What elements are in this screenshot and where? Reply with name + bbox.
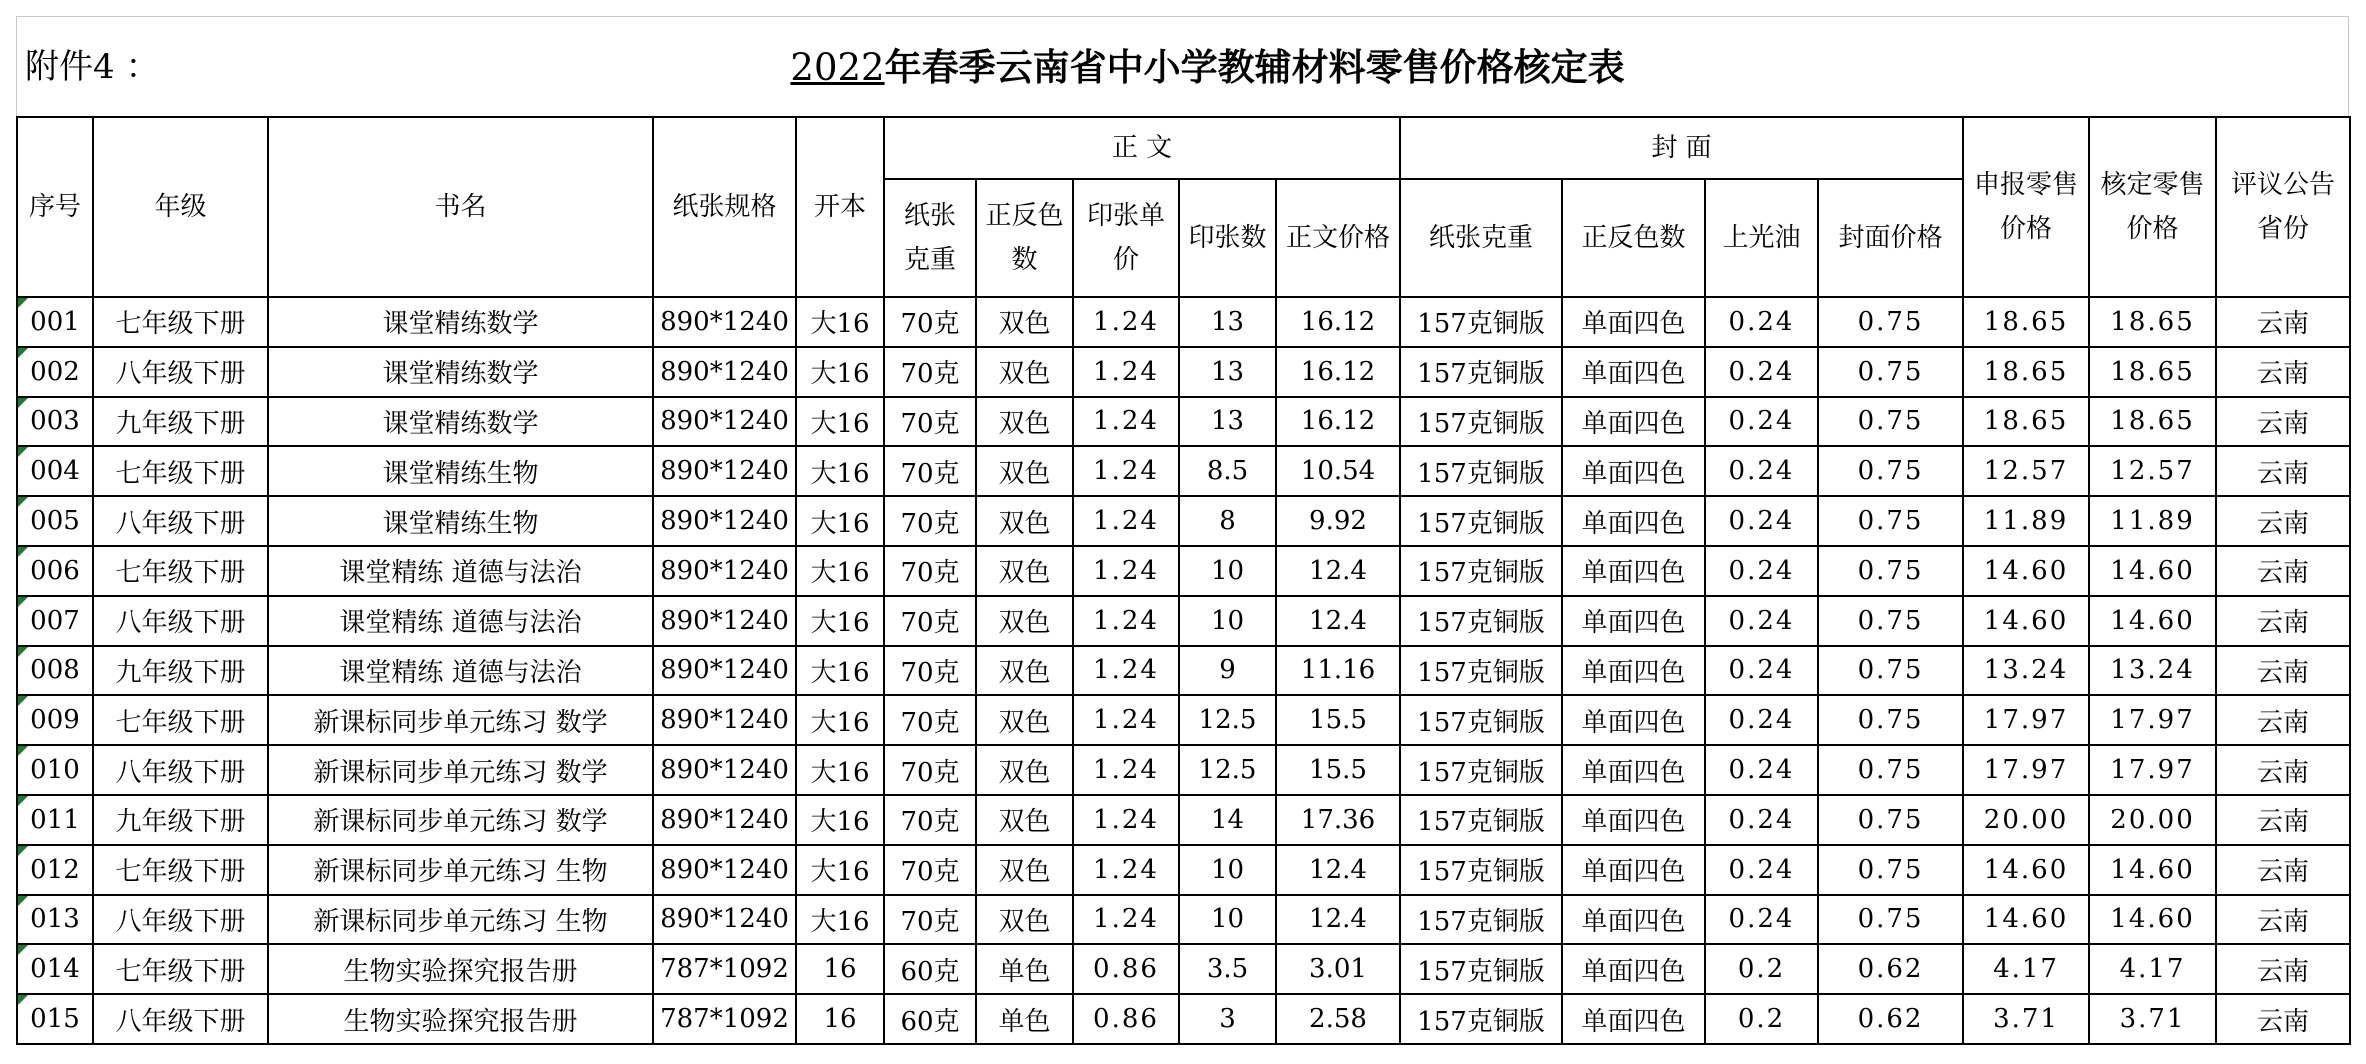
col-cover-colors: 正反色数 bbox=[1562, 179, 1705, 297]
cell-cover-price[interactable]: 0.75 bbox=[1818, 895, 1963, 945]
cell-grade[interactable]: 七年级下册 bbox=[93, 845, 268, 895]
cell-body-colors[interactable]: 双色 bbox=[976, 695, 1073, 745]
col-approved-price: 核定零售价格 bbox=[2089, 117, 2216, 297]
cell-seq[interactable]: 007 bbox=[17, 596, 93, 646]
cell-body-colors[interactable]: 单色 bbox=[976, 994, 1073, 1044]
cell-declared-price[interactable]: 14.60 bbox=[1963, 845, 2089, 895]
cell-sheets[interactable]: 12.5 bbox=[1179, 745, 1276, 795]
cell-book[interactable]: 课堂精练 道德与法治 bbox=[268, 596, 653, 646]
cell-book[interactable]: 课堂精练 道德与法治 bbox=[268, 546, 653, 596]
cell-cover-price[interactable]: 0.62 bbox=[1818, 994, 1963, 1044]
cell-cover-price[interactable]: 0.75 bbox=[1818, 347, 1963, 397]
cell-body-price[interactable]: 15.5 bbox=[1276, 745, 1400, 795]
cell-cover-colors[interactable]: 单面四色 bbox=[1562, 745, 1705, 795]
cell-paper-spec[interactable]: 787*1092 bbox=[653, 944, 796, 994]
cell-varnish[interactable]: 0.24 bbox=[1705, 695, 1818, 745]
cell-grade[interactable]: 七年级下册 bbox=[93, 297, 268, 347]
cell-paper-spec[interactable]: 890*1240 bbox=[653, 596, 796, 646]
cell-paper-spec[interactable]: 890*1240 bbox=[653, 845, 796, 895]
cell-cover-colors[interactable]: 单面四色 bbox=[1562, 994, 1705, 1044]
cell-declared-price[interactable]: 14.60 bbox=[1963, 546, 2089, 596]
cell-approved-price[interactable]: 4.17 bbox=[2089, 944, 2216, 994]
cell-varnish[interactable]: 0.24 bbox=[1705, 845, 1818, 895]
cell-approved-price[interactable]: 18.65 bbox=[2089, 397, 2216, 447]
cell-paper-spec[interactable]: 890*1240 bbox=[653, 397, 796, 447]
table-row bbox=[17, 496, 2350, 546]
cell-sheets[interactable]: 8 bbox=[1179, 496, 1276, 546]
cell-body-price[interactable]: 16.12 bbox=[1276, 297, 1400, 347]
cell-cover-colors[interactable]: 单面四色 bbox=[1562, 944, 1705, 994]
cell-varnish[interactable]: 0.24 bbox=[1705, 297, 1818, 347]
cell-approved-price[interactable]: 11.89 bbox=[2089, 496, 2216, 546]
cell-format[interactable]: 大16 bbox=[796, 496, 884, 546]
cell-body-colors[interactable]: 双色 bbox=[976, 646, 1073, 696]
cell-province[interactable]: 云南 bbox=[2216, 496, 2350, 546]
cell-declared-price[interactable]: 17.97 bbox=[1963, 695, 2089, 745]
cell-declared-price[interactable]: 14.60 bbox=[1963, 895, 2089, 945]
cell-varnish[interactable]: 0.24 bbox=[1705, 795, 1818, 845]
table-row bbox=[17, 845, 2350, 895]
cell-declared-price[interactable]: 18.65 bbox=[1963, 297, 2089, 347]
cell-province[interactable]: 云南 bbox=[2216, 446, 2350, 496]
cell-body-price[interactable]: 3.01 bbox=[1276, 944, 1400, 994]
cell-declared-price[interactable]: 17.97 bbox=[1963, 745, 2089, 795]
cell-cover-colors[interactable]: 单面四色 bbox=[1562, 845, 1705, 895]
cell-format[interactable]: 大16 bbox=[796, 745, 884, 795]
cell-varnish[interactable]: 0.24 bbox=[1705, 546, 1818, 596]
cell-declared-price[interactable]: 4.17 bbox=[1963, 944, 2089, 994]
cell-declared-price[interactable]: 11.89 bbox=[1963, 496, 2089, 546]
cell-cover-colors[interactable]: 单面四色 bbox=[1562, 347, 1705, 397]
cell-body-price[interactable]: 16.12 bbox=[1276, 347, 1400, 397]
cell-sheet-unit[interactable]: 1.24 bbox=[1073, 496, 1179, 546]
cell-cover-paper[interactable]: 157克铜版 bbox=[1400, 646, 1562, 696]
cell-sheet-unit[interactable]: 1.24 bbox=[1073, 546, 1179, 596]
cell-cover-paper[interactable]: 157克铜版 bbox=[1400, 745, 1562, 795]
cell-format[interactable]: 16 bbox=[796, 944, 884, 994]
cell-cover-colors[interactable]: 单面四色 bbox=[1562, 446, 1705, 496]
cell-sheet-unit[interactable]: 1.24 bbox=[1073, 646, 1179, 696]
cell-province[interactable]: 云南 bbox=[2216, 895, 2350, 945]
cell-cover-colors[interactable]: 单面四色 bbox=[1562, 895, 1705, 945]
cell-province[interactable]: 云南 bbox=[2216, 397, 2350, 447]
cell-declared-price[interactable]: 13.24 bbox=[1963, 646, 2089, 696]
cell-format[interactable]: 大16 bbox=[796, 845, 884, 895]
col-varnish: 上光油 bbox=[1705, 179, 1818, 297]
cell-book[interactable]: 课堂精练数学 bbox=[268, 297, 653, 347]
cell-grade[interactable]: 七年级下册 bbox=[93, 446, 268, 496]
cell-sheet-unit[interactable]: 1.24 bbox=[1073, 446, 1179, 496]
cell-body-price[interactable]: 2.58 bbox=[1276, 994, 1400, 1044]
cell-cover-paper[interactable]: 157克铜版 bbox=[1400, 347, 1562, 397]
col-province: 评议公告省份 bbox=[2216, 117, 2350, 297]
cell-book[interactable]: 新课标同步单元练习 数学 bbox=[268, 795, 653, 845]
cell-format[interactable]: 大16 bbox=[796, 546, 884, 596]
title-row bbox=[16, 16, 2349, 116]
cell-seq[interactable]: 002 bbox=[17, 347, 93, 397]
cell-format[interactable]: 大16 bbox=[796, 397, 884, 447]
cell-cover-colors[interactable]: 单面四色 bbox=[1562, 646, 1705, 696]
table-row bbox=[17, 546, 2350, 596]
cell-body-colors[interactable]: 双色 bbox=[976, 795, 1073, 845]
group-cover: 封 面 bbox=[1400, 117, 1963, 179]
cell-approved-price[interactable]: 18.65 bbox=[2089, 347, 2216, 397]
cell-varnish[interactable]: 0.2 bbox=[1705, 994, 1818, 1044]
cell-varnish[interactable]: 0.24 bbox=[1705, 596, 1818, 646]
cell-book[interactable]: 课堂精练生物 bbox=[268, 496, 653, 546]
cell-book[interactable]: 课堂精练数学 bbox=[268, 397, 653, 447]
cell-body-colors[interactable]: 双色 bbox=[976, 745, 1073, 795]
cell-province[interactable]: 云南 bbox=[2216, 944, 2350, 994]
cell-sheets[interactable]: 10 bbox=[1179, 895, 1276, 945]
cell-format[interactable]: 大16 bbox=[796, 646, 884, 696]
cell-paper-spec[interactable]: 890*1240 bbox=[653, 546, 796, 596]
cell-approved-price[interactable]: 14.60 bbox=[2089, 845, 2216, 895]
cell-province[interactable]: 云南 bbox=[2216, 845, 2350, 895]
cell-province[interactable]: 云南 bbox=[2216, 795, 2350, 845]
cell-province[interactable]: 云南 bbox=[2216, 695, 2350, 745]
cell-body-paper[interactable]: 70克 bbox=[884, 646, 976, 696]
cell-grade[interactable]: 九年级下册 bbox=[93, 795, 268, 845]
table-row bbox=[17, 695, 2350, 745]
col-body-colors: 正反色数 bbox=[976, 179, 1073, 297]
cell-cover-colors[interactable]: 单面四色 bbox=[1562, 397, 1705, 447]
cell-grade[interactable]: 八年级下册 bbox=[93, 347, 268, 397]
cell-grade[interactable]: 九年级下册 bbox=[93, 646, 268, 696]
cell-cover-paper[interactable]: 157克铜版 bbox=[1400, 994, 1562, 1044]
cell-declared-price[interactable]: 3.71 bbox=[1963, 994, 2089, 1044]
cell-sheet-unit[interactable]: 1.24 bbox=[1073, 695, 1179, 745]
cell-cover-paper[interactable]: 157克铜版 bbox=[1400, 446, 1562, 496]
cell-cover-price[interactable]: 0.75 bbox=[1818, 646, 1963, 696]
cell-body-paper[interactable]: 70克 bbox=[884, 596, 976, 646]
cell-approved-price[interactable]: 20.00 bbox=[2089, 795, 2216, 845]
cell-cover-price[interactable]: 0.75 bbox=[1818, 795, 1963, 845]
cell-format[interactable]: 大16 bbox=[796, 895, 884, 945]
cell-body-price[interactable]: 11.16 bbox=[1276, 646, 1400, 696]
cell-sheets[interactable]: 9 bbox=[1179, 646, 1276, 696]
cell-book[interactable]: 新课标同步单元练习 生物 bbox=[268, 895, 653, 945]
cell-paper-spec[interactable]: 890*1240 bbox=[653, 795, 796, 845]
cell-seq[interactable]: 001 bbox=[17, 297, 93, 347]
cell-body-paper[interactable]: 70克 bbox=[884, 496, 976, 546]
cell-cover-colors[interactable]: 单面四色 bbox=[1562, 546, 1705, 596]
cell-declared-price[interactable]: 18.65 bbox=[1963, 347, 2089, 397]
cell-body-price[interactable]: 12.4 bbox=[1276, 596, 1400, 646]
cell-seq[interactable]: 011 bbox=[17, 795, 93, 845]
cell-sheets[interactable]: 13 bbox=[1179, 397, 1276, 447]
cell-body-paper[interactable]: 70克 bbox=[884, 795, 976, 845]
cell-body-paper[interactable]: 70克 bbox=[884, 397, 976, 447]
cell-cover-price[interactable]: 0.75 bbox=[1818, 297, 1963, 347]
col-cover-price: 封面价格 bbox=[1818, 179, 1963, 297]
table-row bbox=[17, 646, 2350, 696]
cell-format[interactable]: 大16 bbox=[796, 795, 884, 845]
price-table bbox=[16, 116, 2351, 1045]
cell-cover-paper[interactable]: 157克铜版 bbox=[1400, 546, 1562, 596]
attachment-label: 附件4 ： bbox=[25, 47, 160, 87]
cell-format[interactable]: 大16 bbox=[796, 347, 884, 397]
cell-varnish[interactable]: 0.24 bbox=[1705, 496, 1818, 546]
cell-format[interactable]: 大16 bbox=[796, 695, 884, 745]
cell-declared-price[interactable]: 12.57 bbox=[1963, 446, 2089, 496]
cell-province[interactable]: 云南 bbox=[2216, 347, 2350, 397]
cell-body-price[interactable]: 9.92 bbox=[1276, 496, 1400, 546]
cell-body-paper[interactable]: 70克 bbox=[884, 347, 976, 397]
cell-sheets[interactable]: 10 bbox=[1179, 546, 1276, 596]
cell-body-paper[interactable]: 70克 bbox=[884, 845, 976, 895]
cell-cover-paper[interactable]: 157克铜版 bbox=[1400, 397, 1562, 447]
col-format: 开本 bbox=[796, 117, 884, 297]
cell-sheets[interactable]: 10 bbox=[1179, 845, 1276, 895]
cell-cover-paper[interactable]: 157克铜版 bbox=[1400, 596, 1562, 646]
cell-sheet-unit[interactable]: 0.86 bbox=[1073, 994, 1179, 1044]
cell-body-paper[interactable]: 60克 bbox=[884, 994, 976, 1044]
cell-paper-spec[interactable]: 890*1240 bbox=[653, 695, 796, 745]
cell-varnish[interactable]: 0.24 bbox=[1705, 895, 1818, 945]
table-row bbox=[17, 895, 2350, 945]
cell-body-price[interactable]: 16.12 bbox=[1276, 397, 1400, 447]
cell-varnish[interactable]: 0.2 bbox=[1705, 944, 1818, 994]
cell-paper-spec[interactable]: 890*1240 bbox=[653, 446, 796, 496]
cell-province[interactable]: 云南 bbox=[2216, 546, 2350, 596]
cell-body-price[interactable]: 12.4 bbox=[1276, 845, 1400, 895]
cell-seq[interactable]: 010 bbox=[17, 745, 93, 795]
cell-sheet-unit[interactable]: 1.24 bbox=[1073, 297, 1179, 347]
cell-format[interactable]: 16 bbox=[796, 994, 884, 1044]
cell-body-colors[interactable]: 双色 bbox=[976, 546, 1073, 596]
cell-seq[interactable]: 014 bbox=[17, 944, 93, 994]
cell-grade[interactable]: 七年级下册 bbox=[93, 695, 268, 745]
cell-paper-spec[interactable]: 890*1240 bbox=[653, 496, 796, 546]
cell-sheets[interactable]: 10 bbox=[1179, 596, 1276, 646]
cell-varnish[interactable]: 0.24 bbox=[1705, 745, 1818, 795]
table-row bbox=[17, 397, 2350, 447]
cell-body-paper[interactable]: 70克 bbox=[884, 745, 976, 795]
title-text: 年春季云南省中小学教辅材料零售价格核定表 bbox=[884, 45, 1625, 89]
cell-approved-price[interactable]: 14.60 bbox=[2089, 546, 2216, 596]
cell-sheets[interactable]: 12.5 bbox=[1179, 695, 1276, 745]
cell-body-colors[interactable]: 双色 bbox=[976, 845, 1073, 895]
cell-approved-price[interactable]: 17.97 bbox=[2089, 695, 2216, 745]
cell-book[interactable]: 课堂精练数学 bbox=[268, 347, 653, 397]
cell-varnish[interactable]: 0.24 bbox=[1705, 646, 1818, 696]
cell-sheets[interactable]: 3.5 bbox=[1179, 944, 1276, 994]
cell-cover-price[interactable]: 0.75 bbox=[1818, 546, 1963, 596]
col-body-paper: 纸张克重 bbox=[884, 179, 976, 297]
cell-province[interactable]: 云南 bbox=[2216, 745, 2350, 795]
cell-sheet-unit[interactable]: 1.24 bbox=[1073, 795, 1179, 845]
table-row bbox=[17, 795, 2350, 845]
cell-approved-price[interactable]: 17.97 bbox=[2089, 745, 2216, 795]
col-cover-paper: 纸张克重 bbox=[1400, 179, 1562, 297]
cell-cover-paper[interactable]: 157克铜版 bbox=[1400, 496, 1562, 546]
cell-sheet-unit[interactable]: 1.24 bbox=[1073, 895, 1179, 945]
cell-sheets[interactable]: 13 bbox=[1179, 297, 1276, 347]
cell-declared-price[interactable]: 20.00 bbox=[1963, 795, 2089, 845]
cell-cover-colors[interactable]: 单面四色 bbox=[1562, 297, 1705, 347]
col-body-price: 正文价格 bbox=[1276, 179, 1400, 297]
cell-province[interactable]: 云南 bbox=[2216, 646, 2350, 696]
cell-body-paper[interactable]: 70克 bbox=[884, 546, 976, 596]
cell-varnish[interactable]: 0.24 bbox=[1705, 446, 1818, 496]
cell-province[interactable]: 云南 bbox=[2216, 596, 2350, 646]
cell-format[interactable]: 大16 bbox=[796, 297, 884, 347]
cell-grade[interactable]: 八年级下册 bbox=[93, 596, 268, 646]
cell-approved-price[interactable]: 14.60 bbox=[2089, 895, 2216, 945]
cell-sheet-unit[interactable]: 1.24 bbox=[1073, 596, 1179, 646]
table-row bbox=[17, 446, 2350, 496]
cell-body-colors[interactable]: 双色 bbox=[976, 496, 1073, 546]
cell-body-price[interactable]: 15.5 bbox=[1276, 695, 1400, 745]
cell-sheets[interactable]: 8.5 bbox=[1179, 446, 1276, 496]
cell-seq[interactable]: 009 bbox=[17, 695, 93, 745]
cell-approved-price[interactable]: 3.71 bbox=[2089, 994, 2216, 1044]
cell-approved-price[interactable]: 13.24 bbox=[2089, 646, 2216, 696]
cell-cover-colors[interactable]: 单面四色 bbox=[1562, 496, 1705, 546]
cell-grade[interactable]: 八年级下册 bbox=[93, 496, 268, 546]
cell-seq[interactable]: 003 bbox=[17, 397, 93, 447]
cell-approved-price[interactable]: 12.57 bbox=[2089, 446, 2216, 496]
cell-declared-price[interactable]: 14.60 bbox=[1963, 596, 2089, 646]
col-declared-price: 申报零售价格 bbox=[1963, 117, 2089, 297]
cell-body-price[interactable]: 17.36 bbox=[1276, 795, 1400, 845]
table-row bbox=[17, 994, 2350, 1044]
cell-province[interactable]: 云南 bbox=[2216, 297, 2350, 347]
cell-varnish[interactable]: 0.24 bbox=[1705, 397, 1818, 447]
col-paper-spec: 纸张规格 bbox=[653, 117, 796, 297]
col-seq: 序号 bbox=[17, 117, 93, 297]
cell-body-paper[interactable]: 70克 bbox=[884, 297, 976, 347]
cell-book[interactable]: 新课标同步单元练习 生物 bbox=[268, 845, 653, 895]
cell-cover-colors[interactable]: 单面四色 bbox=[1562, 596, 1705, 646]
cell-sheets[interactable]: 14 bbox=[1179, 795, 1276, 845]
cell-cover-price[interactable]: 0.75 bbox=[1818, 446, 1963, 496]
cell-paper-spec[interactable]: 890*1240 bbox=[653, 895, 796, 945]
col-sheet-unit: 印张单价 bbox=[1073, 179, 1179, 297]
cell-book[interactable]: 生物实验探究报告册 bbox=[268, 944, 653, 994]
col-grade: 年级 bbox=[93, 117, 268, 297]
cell-body-price[interactable]: 12.4 bbox=[1276, 546, 1400, 596]
cell-seq[interactable]: 004 bbox=[17, 446, 93, 496]
cell-cover-price[interactable]: 0.75 bbox=[1818, 845, 1963, 895]
col-book: 书名 bbox=[268, 117, 653, 297]
cell-body-colors[interactable]: 双色 bbox=[976, 347, 1073, 397]
cell-cover-price[interactable]: 0.75 bbox=[1818, 745, 1963, 795]
cell-body-paper[interactable]: 60克 bbox=[884, 944, 976, 994]
cell-body-price[interactable]: 10.54 bbox=[1276, 446, 1400, 496]
cell-grade[interactable]: 八年级下册 bbox=[93, 895, 268, 945]
cell-body-paper[interactable]: 70克 bbox=[884, 446, 976, 496]
cell-book[interactable]: 生物实验探究报告册 bbox=[268, 994, 653, 1044]
table-row bbox=[17, 745, 2350, 795]
cell-format[interactable]: 大16 bbox=[796, 596, 884, 646]
cell-paper-spec[interactable]: 890*1240 bbox=[653, 297, 796, 347]
cell-cover-paper[interactable]: 157克铜版 bbox=[1400, 695, 1562, 745]
cell-seq[interactable]: 008 bbox=[17, 646, 93, 696]
cell-approved-price[interactable]: 14.60 bbox=[2089, 596, 2216, 646]
cell-cover-colors[interactable]: 单面四色 bbox=[1562, 795, 1705, 845]
cell-format[interactable]: 大16 bbox=[796, 446, 884, 496]
cell-body-colors[interactable]: 单色 bbox=[976, 944, 1073, 994]
cell-body-paper[interactable]: 70克 bbox=[884, 895, 976, 945]
cell-cover-price[interactable]: 0.75 bbox=[1818, 695, 1963, 745]
table-row bbox=[17, 944, 2350, 994]
cell-varnish[interactable]: 0.24 bbox=[1705, 347, 1818, 397]
cell-grade[interactable]: 七年级下册 bbox=[93, 546, 268, 596]
cell-cover-paper[interactable]: 157克铜版 bbox=[1400, 944, 1562, 994]
cell-book[interactable]: 课堂精练 道德与法治 bbox=[268, 646, 653, 696]
cell-body-price[interactable]: 12.4 bbox=[1276, 895, 1400, 945]
cell-sheet-unit[interactable]: 0.86 bbox=[1073, 944, 1179, 994]
cell-cover-paper[interactable]: 157克铜版 bbox=[1400, 895, 1562, 945]
cell-book[interactable]: 课堂精练生物 bbox=[268, 446, 653, 496]
cell-sheet-unit[interactable]: 1.24 bbox=[1073, 397, 1179, 447]
cell-seq[interactable]: 013 bbox=[17, 895, 93, 945]
cell-cover-paper[interactable]: 157克铜版 bbox=[1400, 297, 1562, 347]
cell-grade[interactable]: 七年级下册 bbox=[93, 944, 268, 994]
cell-body-paper[interactable]: 70克 bbox=[884, 695, 976, 745]
cell-paper-spec[interactable]: 890*1240 bbox=[653, 646, 796, 696]
page-title bbox=[17, 17, 2348, 117]
cell-body-colors[interactable]: 双色 bbox=[976, 446, 1073, 496]
table-row bbox=[17, 297, 2350, 347]
cell-cover-colors[interactable]: 单面四色 bbox=[1562, 695, 1705, 745]
table-body bbox=[17, 297, 2350, 1044]
cell-sheet-unit[interactable]: 1.24 bbox=[1073, 347, 1179, 397]
cell-seq[interactable]: 006 bbox=[17, 546, 93, 596]
cell-grade[interactable]: 八年级下册 bbox=[93, 745, 268, 795]
cell-body-colors[interactable]: 双色 bbox=[976, 297, 1073, 347]
cell-grade[interactable]: 九年级下册 bbox=[93, 397, 268, 447]
table-row bbox=[17, 596, 2350, 646]
cell-sheets[interactable]: 3 bbox=[1179, 994, 1276, 1044]
cell-sheet-unit[interactable]: 1.24 bbox=[1073, 845, 1179, 895]
cell-sheet-unit[interactable]: 1.24 bbox=[1073, 745, 1179, 795]
cell-seq[interactable]: 015 bbox=[17, 994, 93, 1044]
cell-body-colors[interactable]: 双色 bbox=[976, 596, 1073, 646]
cell-declared-price[interactable]: 18.65 bbox=[1963, 397, 2089, 447]
cell-cover-price[interactable]: 0.62 bbox=[1818, 944, 1963, 994]
cell-cover-price[interactable]: 0.75 bbox=[1818, 496, 1963, 546]
cell-cover-price[interactable]: 0.75 bbox=[1818, 596, 1963, 646]
cell-cover-paper[interactable]: 157克铜版 bbox=[1400, 795, 1562, 845]
cell-seq[interactable]: 012 bbox=[17, 845, 93, 895]
cell-cover-paper[interactable]: 157克铜版 bbox=[1400, 845, 1562, 895]
cell-paper-spec[interactable]: 890*1240 bbox=[653, 745, 796, 795]
cell-approved-price[interactable]: 18.65 bbox=[2089, 297, 2216, 347]
title-year: 2022 bbox=[790, 46, 885, 89]
cell-sheets[interactable]: 13 bbox=[1179, 347, 1276, 397]
cell-seq[interactable]: 005 bbox=[17, 496, 93, 546]
cell-body-colors[interactable]: 双色 bbox=[976, 397, 1073, 447]
cell-book[interactable]: 新课标同步单元练习 数学 bbox=[268, 695, 653, 745]
cell-paper-spec[interactable]: 787*1092 bbox=[653, 994, 796, 1044]
cell-cover-price[interactable]: 0.75 bbox=[1818, 397, 1963, 447]
cell-grade[interactable]: 八年级下册 bbox=[93, 994, 268, 1044]
cell-body-colors[interactable]: 双色 bbox=[976, 895, 1073, 945]
group-body: 正 文 bbox=[884, 117, 1400, 179]
cell-province[interactable]: 云南 bbox=[2216, 994, 2350, 1044]
table-row bbox=[17, 347, 2350, 397]
cell-book[interactable]: 新课标同步单元练习 数学 bbox=[268, 745, 653, 795]
col-sheets: 印张数 bbox=[1179, 179, 1276, 297]
cell-paper-spec[interactable]: 890*1240 bbox=[653, 347, 796, 397]
